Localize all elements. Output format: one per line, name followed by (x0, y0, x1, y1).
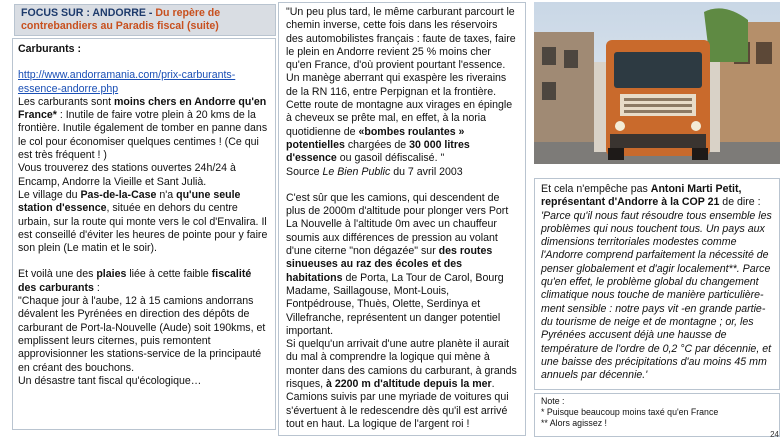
note-item: * Puisque beaucoup moins taxé qu'en France (541, 407, 719, 418)
note-heading: Note : (541, 396, 565, 406)
camions-column (278, 2, 526, 436)
source-link[interactable]: http://www.andorramania.com/prix-carburants-essence-andorre.php (18, 69, 236, 95)
note-box (534, 393, 780, 437)
note-item: ** Alors agissez ! (541, 418, 608, 429)
paragraph: Le village du Pas-de-la-Case n'a qu'une seule station d'essence, située en dehors du centre urbain, sur la route qui monte vers le col d'Envalira. Il est conseillé d'éviter les heures de pointe pour y faire son plein (Le matin et le soir). (18, 188, 268, 255)
paragraph: "Un peu plus tard, le même carburant parcourt le chemin inverse, cette fois dans les réservoirs des automobilistes français : faute de taxes, faire le plein en Andorre revient 25 % moins cher qu'en France, d'où provient pourtant l'essence. (286, 6, 516, 72)
truck-photo (534, 2, 780, 164)
carburants-column (12, 38, 276, 430)
paragraph: "Chaque jour à l'aube, 12 à 15 camions andorrans dévalent les Pyrénées en direction des dépôts de carburant de Port-la-Nouvelle (Aude) soit 190kms, et emplissent leurs citernes, puis remontent approvisionner les stations-service de la principauté en créant des bouchons. (18, 295, 266, 374)
paragraph: Camions suivis par une myriade de voitures qui s'évertuent à le redescendre dès qu'il est arrivé tout en haut. La logique de l'argent roi ! (286, 391, 509, 430)
page-title: FOCUS SUR : ANDORRE - Du repère de contrebandiers au Paradis fiscal (suite) (14, 4, 276, 36)
cop21-quote-column (534, 178, 780, 390)
paragraph: Les carburants sont moins chers en Andorre qu'en France* : Inutile de faire votre plein à 20 kms de la frontière. Inutile également de tomber en panne dans le col pour économiser quelques centimes ! (Ce qui est très fréquent ! ) (18, 95, 268, 162)
source-line: Source Le Bien Public du 7 avril 2003 (286, 165, 463, 178)
paragraph: Vous trouverez des stations ouvertes 24h/24 à Encamp, Andorre la Vieille et Sant Julià. (18, 162, 236, 188)
truck-image (534, 2, 780, 164)
page-number: 24 (770, 430, 779, 439)
section-heading: Carburants : (18, 43, 81, 55)
paragraph: C'est sûr que les camions, qui descendent de plus de 2000m d'altitude pour plonger vers Port La Nouvelle à l'altitude 0m avec un chauffeur soumis aux différences de pression au volant d'une citerne "non dégazée" sur des routes sinueuses au raz des écoles et des habitations de Porta, La Tour de Carol, Bourg Madame, Saillagouse, Mont-Louis, Fontpédrouse, Thuès, Olette, Serdinya et Villefranche, représentent un danger potentiel important. (286, 191, 509, 337)
paragraph: Et voilà une des plaies liée à cette faible fiscalité des carburants : (18, 268, 252, 294)
paragraph: Un désastre tant fiscal qu'écologique… (18, 374, 202, 387)
paragraph: Si quelqu'un arrivait d'une autre planète il aurait du mal à comprendre la logique qui mène à monter dans des camions du carburant, à grands risques, à 2200 m d'altitude depuis la mer. (286, 338, 517, 391)
quote: 'Parce qu'il nous faut résoudre tous ensemble les problèmes qui nous touchent tous. Un pays aux dimensions territoriales modestes comme l'Andorre comprend parfaitement la nécessité de penser globalement et d'agir localement**. Parce qu'en effet, le problème global du changement climatique nous touche de manière particulière-ment sensible : notre pays vit -en grande partie-du tourisme de neige et de montagne ; or, les Pyrénées accusent déjà une hausse de température de l'ordre de 0,2 °C par décennie, et une baisse des précipitations d'au moins 45 mm annuels par décennie.' (541, 209, 772, 382)
paragraph: Un manège aberrant qui exaspère les riverains de la RN 116, entre Perpignan et la frontière. Cette route de montagne aux virages en épingle à cheveux se prête mal, en effet, à la noria quotidienne de «bombes roulantes » potentielles chargées de 30 000 litres d'essence ou gasoil défiscalisé. " (286, 72, 513, 165)
paragraph: Et cela n'empêche pas Antoni Marti Petit, représentant d'Andorre à la COP 21 de dire : (541, 183, 761, 209)
